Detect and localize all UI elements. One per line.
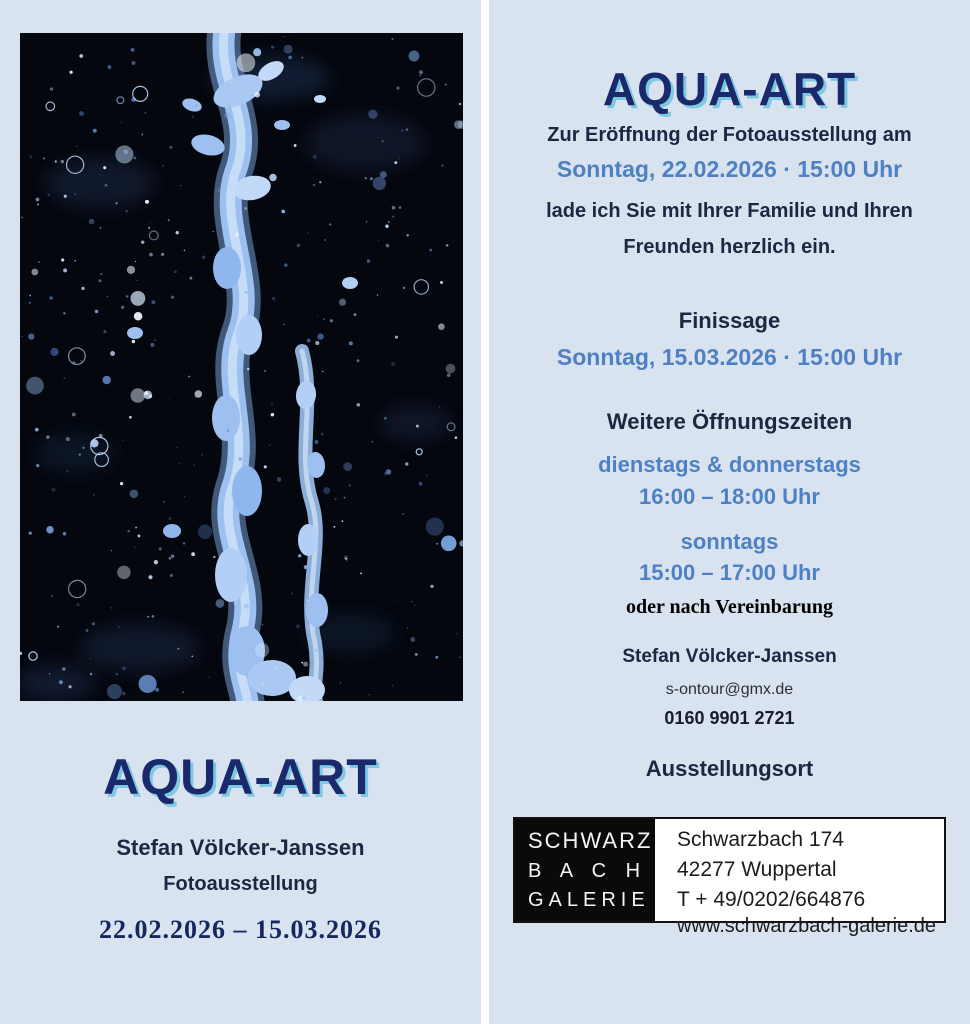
gallery-website: www.schwarzbach-galerie.de [677,915,937,937]
water-splash-photo [20,33,463,701]
opening-date: Sonntag, 22.02.2026 · 15:00 Uhr [556,156,903,182]
exhibition-subtitle: Fotoausstellung [163,873,318,895]
contact-name: Stefan Völcker-Janssen [622,646,837,667]
contact-phone: 0160 9901 2721 [664,708,795,728]
gallery-logo [515,819,655,921]
gallery-city: 42277 Wuppertal [677,858,837,881]
right-panel [489,0,970,1024]
opening-hours-days-1: dienstags & donnerstags [598,452,861,477]
invitation-line-1: lade ich Sie mit Ihrer Familie und Ihren [546,200,913,222]
opening-hours-note: oder nach Vereinbarung [625,596,834,618]
invitation-line-2: Freunden herzlich ein. [623,236,836,258]
opening-hours-time-2: 15:00 – 17:00 Uhr [639,560,820,585]
exhibition-title-left: AQUA-ART [103,749,378,805]
exhibition-title-right: AQUA-ART [602,63,857,115]
location-heading: Ausstellungsort [645,756,814,781]
left-panel [0,0,481,1024]
exhibition-date-range: 22.02.2026 – 15.03.2026 [99,915,382,944]
opening-hours-heading: Weitere Öffnungszeiten [606,409,853,434]
gallery-logo-line-3: GALERIE [528,889,650,911]
finissage-heading: Finissage [678,308,781,333]
gallery-logo-line-2: B A C H [528,860,648,882]
finissage-date: Sonntag, 15.03.2026 · 15:00 Uhr [556,344,903,370]
gallery-logo-line-1: SCHWARZ [528,828,653,853]
artist-name-left: Stefan Völcker-Janssen [116,835,365,860]
contact-email: s-ontour@gmx.de [665,681,794,698]
gallery-phone: T + 49/0202/664876 [677,888,866,911]
gallery-street: Schwarzbach 174 [677,828,844,851]
gallery-card [513,817,946,937]
opening-hours-time-1: 16:00 – 18:00 Uhr [639,484,820,509]
gallery-address-block [655,819,944,937]
opening-intro: Zur Eröffnung der Fotoausstellung am [547,124,912,146]
opening-hours-days-2: sonntags [680,529,779,554]
